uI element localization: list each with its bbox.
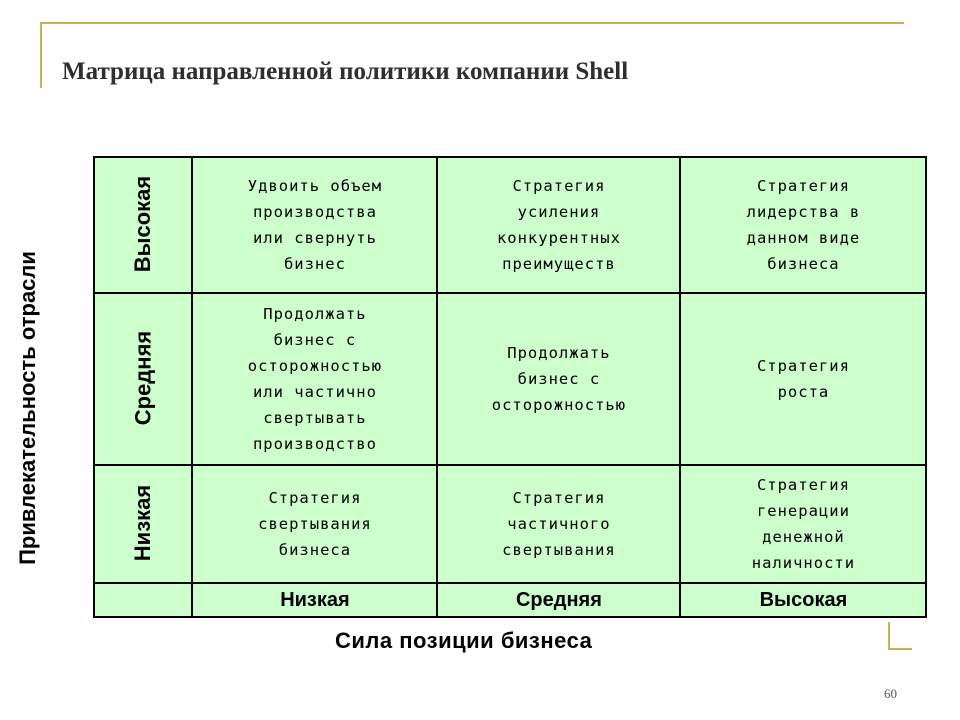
column-header-low: Низкая — [192, 583, 437, 617]
row-header-label: Средняя — [130, 330, 156, 426]
matrix-cell — [680, 157, 926, 293]
cell-text: Стратегия частичного свертывания — [502, 489, 616, 559]
matrix-row-low — [94, 465, 926, 583]
column-header-medium: Средняя — [437, 583, 680, 617]
matrix-cell — [192, 293, 437, 465]
matrix-row-high — [94, 157, 926, 293]
matrix-cell — [192, 157, 437, 293]
cell-text: Удвоить объем производства или свернуть бизнес — [247, 177, 383, 273]
matrix-cell — [680, 465, 926, 583]
cell-text: Продолжать бизнес с осторожностью или частично свертывать производство — [247, 305, 383, 453]
cell-text: Стратегия усиления конкурентных преимуществ — [496, 177, 621, 273]
column-header-high: Высокая — [680, 583, 926, 617]
row-header-label: Низкая — [130, 484, 156, 562]
y-axis-label: Привлекательность отрасли — [15, 251, 40, 565]
empty-corner-cell — [94, 583, 192, 617]
cell-text: Стратегия генерации денежной наличности — [751, 476, 856, 572]
row-header-medium — [94, 293, 192, 465]
column-header-row — [94, 583, 926, 617]
matrix-cell — [192, 465, 437, 583]
page-number: 60 — [884, 686, 897, 701]
slide-title: Матрица направленной политики компании Shell — [62, 58, 629, 85]
matrix-cell — [680, 293, 926, 465]
decorative-left-line — [40, 22, 42, 88]
decorative-corner-line — [888, 622, 890, 648]
decorative-top-line — [40, 22, 904, 24]
decorative-corner-line — [888, 648, 912, 650]
cell-text: Продолжать бизнес с осторожностью — [491, 344, 627, 414]
row-header-low — [94, 465, 192, 583]
cell-text: Стратегия свертывания бизнеса — [258, 489, 372, 559]
matrix-cell — [437, 293, 680, 465]
row-header-high — [94, 157, 192, 293]
cell-text: Стратегия лидерства в данном виде бизнеса — [746, 177, 861, 273]
x-axis-label: Сила позиции бизнеса — [335, 628, 593, 653]
cell-text: Стратегия роста — [756, 357, 850, 401]
policy-matrix — [93, 156, 927, 618]
matrix-cell — [437, 157, 680, 293]
matrix-cell — [437, 465, 680, 583]
row-header-label: Высокая — [130, 175, 156, 273]
matrix-row-medium — [94, 293, 926, 465]
